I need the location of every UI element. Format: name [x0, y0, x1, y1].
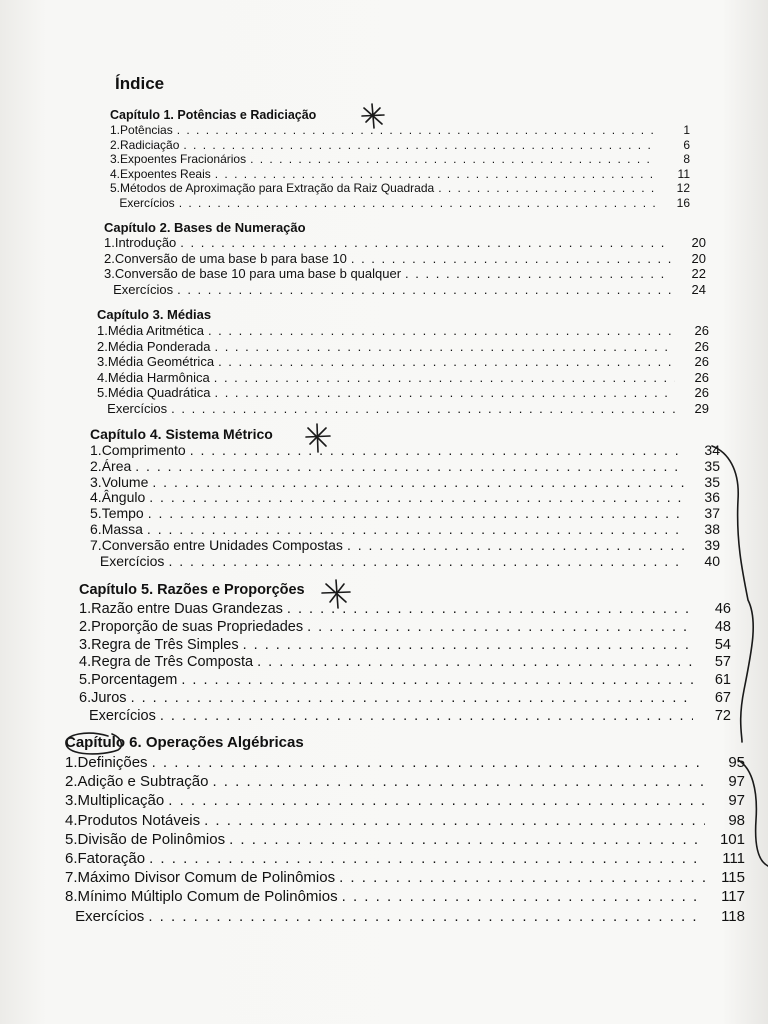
toc-entry — [110, 123, 690, 138]
entry-label: Conversão entre Unidades Compostas — [101, 536, 343, 553]
entry-label: Divisão de Polinômios — [77, 830, 226, 848]
dot-leader — [183, 138, 656, 152]
dot-leader — [147, 521, 684, 537]
toc-entry — [65, 812, 745, 831]
entry-page-number: 16 — [676, 195, 690, 210]
entry-number: 4. — [90, 489, 102, 506]
entry-number: 6. — [79, 689, 92, 706]
entry-label: Radiciação — [120, 137, 180, 152]
chapter-entries — [97, 323, 709, 416]
entry-label: Regra de Três Composta — [91, 654, 254, 671]
toc-entry — [97, 354, 709, 370]
entry-number: 1. — [104, 235, 115, 250]
entry-label: Razão entre Duas Grandezas — [91, 601, 283, 617]
entry-page-number: 111 — [722, 849, 745, 867]
toc-entry — [79, 690, 731, 708]
toc-entry — [97, 323, 709, 339]
chapter-3 — [97, 307, 709, 416]
entry-label: Definições — [77, 754, 148, 771]
entry-number: 2. — [97, 338, 108, 354]
dot-leader — [180, 235, 672, 250]
entry-page-number: 95 — [728, 754, 745, 771]
dot-leader — [148, 908, 705, 925]
toc-entry — [97, 370, 709, 386]
toc-entry — [110, 196, 690, 211]
dot-leader — [214, 370, 675, 385]
entry-label: Exercícios — [88, 707, 156, 724]
dot-leader — [149, 850, 705, 867]
chapter-6 — [65, 734, 745, 927]
dot-leader — [168, 553, 684, 569]
entry-page-number: 98 — [728, 811, 745, 829]
entry-number: 1. — [97, 323, 108, 338]
entry-page-number: 22 — [691, 266, 706, 281]
entry-page-number: 39 — [704, 536, 720, 553]
entry-page-number: 34 — [704, 442, 720, 458]
entry-page-number: 12 — [676, 181, 690, 195]
dot-leader — [208, 323, 675, 338]
entry-page-number: 57 — [714, 654, 731, 671]
chapter-5 — [79, 582, 731, 726]
dot-leader — [152, 474, 684, 490]
entry-number: 8. — [65, 888, 78, 906]
entry-page-number: 54 — [714, 636, 731, 653]
dot-leader — [342, 888, 705, 905]
entry-number: 4. — [79, 654, 92, 671]
chapter-heading: Capítulo 4. Sistema Métrico — [90, 426, 273, 442]
chapter-heading: Capítulo 3. Médias — [97, 307, 212, 322]
chapter-heading: Capítulo 1. Potências e Radiciação — [110, 108, 317, 122]
toc-entry — [97, 385, 709, 401]
entry-number: 3. — [104, 266, 115, 281]
entry-number: 4. — [65, 811, 78, 829]
toc-entry — [65, 850, 745, 869]
entry-page-number: 26 — [694, 323, 709, 338]
entry-number: 3. — [90, 473, 102, 490]
entry-page-number: 118 — [721, 907, 745, 925]
entry-label: Área — [101, 457, 132, 474]
toc-entry — [104, 251, 706, 267]
dot-leader — [177, 282, 672, 297]
dot-leader — [160, 708, 693, 724]
entry-page-number: 26 — [694, 385, 709, 400]
dot-leader — [179, 196, 656, 210]
entry-page-number: 38 — [704, 520, 720, 537]
toc-entry — [90, 458, 720, 474]
dot-leader — [405, 266, 672, 281]
entry-label: Média Geométrica — [107, 354, 215, 369]
chapter-heading: Capítulo 5. Razões e Proporções — [79, 582, 305, 598]
entry-number: 7. — [90, 536, 102, 553]
dot-leader — [149, 489, 684, 505]
entry-page-number: 36 — [704, 489, 720, 506]
entry-label: Massa — [101, 520, 143, 537]
chapter-2 — [104, 220, 706, 297]
entry-number: 4. — [110, 166, 121, 181]
toc-entry — [65, 888, 745, 907]
entry-page-number: 61 — [714, 672, 731, 689]
entry-label: Expoentes Reais — [120, 166, 211, 181]
dot-leader — [212, 773, 705, 790]
entry-page-number: 35 — [704, 457, 720, 474]
entry-label: Regra de Três Simples — [91, 636, 239, 653]
entry-label: Exercícios — [75, 907, 145, 925]
entry-number: 3. — [65, 792, 78, 810]
entry-label: Potências — [120, 123, 173, 137]
toc-entry — [110, 138, 690, 153]
entry-number: 2. — [104, 250, 115, 266]
entry-label: Média Quadrática — [107, 385, 211, 400]
entry-label: Conversão de base 10 para uma base b qualquer — [114, 266, 402, 281]
entry-page-number: 6 — [683, 137, 690, 152]
toc-entry — [90, 505, 720, 521]
entry-page-number: 26 — [694, 369, 709, 385]
entry-label: Exercícios — [113, 281, 174, 297]
entry-number: 5. — [110, 181, 121, 195]
entry-label: Expoentes Fracionários — [120, 152, 247, 166]
dot-leader — [131, 690, 693, 706]
dot-leader — [257, 654, 693, 670]
entry-label: Média Aritmética — [107, 323, 204, 338]
entry-label: Multiplicação — [77, 792, 165, 810]
entry-number: 3. — [110, 152, 121, 166]
toc-entry — [65, 773, 745, 792]
entry-label: Ângulo — [101, 489, 146, 506]
toc-entry — [110, 181, 690, 196]
entry-page-number: 1 — [683, 123, 690, 137]
entry-number: 3. — [97, 354, 108, 369]
entry-page-number: 97 — [728, 773, 745, 791]
entry-label: Juros — [91, 689, 127, 706]
entry-label: Média Harmônica — [107, 369, 210, 385]
entry-label: Mínimo Múltiplo Comum de Polinômios — [77, 888, 338, 906]
entry-page-number: 67 — [714, 689, 731, 706]
entry-number: 5. — [65, 830, 78, 848]
toc-entry — [79, 619, 731, 637]
entry-number: 1. — [79, 601, 92, 617]
toc-entry — [65, 831, 745, 850]
entry-number: 1. — [110, 123, 121, 137]
toc-entry — [104, 235, 706, 251]
entry-number: 1. — [90, 442, 102, 458]
dot-leader — [181, 672, 693, 688]
toc-entry — [90, 553, 720, 569]
entry-label: Exercícios — [119, 195, 175, 210]
dot-leader — [307, 619, 693, 635]
dot-leader — [287, 601, 693, 617]
entry-page-number: 115 — [721, 869, 745, 887]
entry-number: 4. — [97, 369, 108, 385]
toc-entry — [90, 521, 720, 537]
entry-label: Produtos Notáveis — [77, 811, 201, 829]
dot-leader — [347, 537, 684, 553]
entry-page-number: 37 — [704, 505, 720, 522]
entry-page-number: 117 — [721, 888, 745, 906]
entry-number: 1. — [65, 754, 78, 771]
dot-leader — [214, 339, 675, 354]
toc-entry — [90, 442, 720, 458]
chapter-heading: Capítulo 2. Bases de Numeração — [104, 220, 306, 235]
toc-entry — [90, 537, 720, 553]
toc-entry — [110, 167, 690, 182]
dot-leader — [168, 792, 705, 809]
entry-number: 2. — [90, 457, 102, 474]
dot-leader — [218, 354, 675, 369]
entry-number: 2. — [65, 773, 78, 791]
dot-leader — [243, 637, 693, 653]
entry-label: Introdução — [114, 235, 177, 250]
entry-page-number: 8 — [683, 152, 690, 166]
dot-leader — [229, 831, 705, 848]
entry-page-number: 29 — [694, 400, 709, 416]
dot-leader — [339, 869, 705, 886]
chapter-4 — [90, 426, 720, 568]
chapter-heading: Capítulo 6. Operações Algébricas — [65, 734, 304, 751]
entry-page-number: 26 — [694, 338, 709, 354]
entry-number: 5. — [79, 672, 92, 689]
entry-label: Volume — [101, 473, 149, 490]
dot-leader — [190, 442, 684, 458]
dot-leader — [148, 505, 684, 521]
dot-leader — [250, 152, 656, 166]
dot-leader — [214, 385, 675, 400]
dot-leader — [438, 181, 656, 195]
toc-entry — [97, 339, 709, 355]
entry-label: Comprimento — [101, 442, 186, 458]
toc-entry — [90, 474, 720, 490]
toc-entry — [104, 266, 706, 282]
toc-entry — [65, 792, 745, 811]
entry-number: 5. — [97, 385, 108, 400]
entry-page-number: 40 — [704, 552, 720, 569]
entry-label: Exercícios — [107, 400, 168, 416]
dot-leader — [351, 251, 672, 266]
entry-number: 5. — [90, 505, 102, 522]
dot-leader — [204, 812, 705, 829]
toc-entry — [79, 637, 731, 655]
entry-page-number: 20 — [691, 250, 706, 266]
entry-page-number: 72 — [714, 707, 731, 724]
chapter-entries — [104, 235, 706, 297]
toc-entry — [79, 654, 731, 672]
entry-number: 3. — [79, 636, 92, 653]
toc-entry — [79, 601, 731, 619]
entry-label: Fatoração — [77, 849, 146, 867]
chapter-entries — [110, 123, 690, 210]
entry-page-number: 48 — [714, 618, 731, 635]
entry-label: Porcentagem — [91, 672, 178, 689]
toc-entry — [65, 908, 745, 927]
toc-entry — [65, 754, 745, 773]
chapter-entries — [90, 442, 720, 568]
entry-page-number: 46 — [714, 601, 731, 617]
toc-entry — [104, 282, 706, 298]
toc-entry — [79, 708, 731, 726]
dot-leader — [135, 458, 684, 474]
entry-number: 2. — [79, 618, 92, 635]
entry-label: Média Ponderada — [107, 338, 211, 354]
chapter-entries — [65, 754, 745, 927]
entry-page-number: 97 — [728, 792, 745, 810]
entry-number: 6. — [65, 849, 78, 867]
entry-label: Proporção de suas Propriedades — [91, 618, 304, 635]
toc-entry — [110, 152, 690, 167]
toc-entry — [65, 869, 745, 888]
entry-label: Exercícios — [99, 552, 165, 569]
dot-leader — [152, 754, 705, 771]
page-title: Índice — [115, 74, 165, 93]
toc-entry — [90, 489, 720, 505]
dot-leader — [215, 167, 656, 181]
toc-entry — [97, 401, 709, 417]
entry-label: Conversão de uma base b para base 10 — [114, 250, 347, 266]
entry-label: Máximo Divisor Comum de Polinômios — [77, 869, 336, 887]
entry-page-number: 11 — [677, 166, 690, 181]
entry-page-number: 26 — [694, 354, 709, 369]
entry-page-number: 24 — [691, 281, 706, 297]
chapter-entries — [79, 601, 731, 726]
entry-page-number: 20 — [691, 235, 706, 250]
entry-label: Tempo — [101, 505, 144, 522]
dot-leader — [177, 123, 656, 137]
entry-number: 2. — [110, 137, 121, 152]
entry-page-number: 101 — [719, 830, 745, 848]
toc-entry — [79, 672, 731, 690]
entry-number: 7. — [65, 869, 78, 887]
entry-number: 6. — [90, 520, 102, 537]
chapter-1 — [110, 108, 690, 210]
entry-label: Métodos de Aproximação para Extração da Raiz Quadrada — [120, 181, 435, 195]
entry-label: Adição e Subtração — [77, 773, 209, 791]
dot-leader — [171, 401, 675, 416]
entry-page-number: 35 — [704, 473, 720, 490]
